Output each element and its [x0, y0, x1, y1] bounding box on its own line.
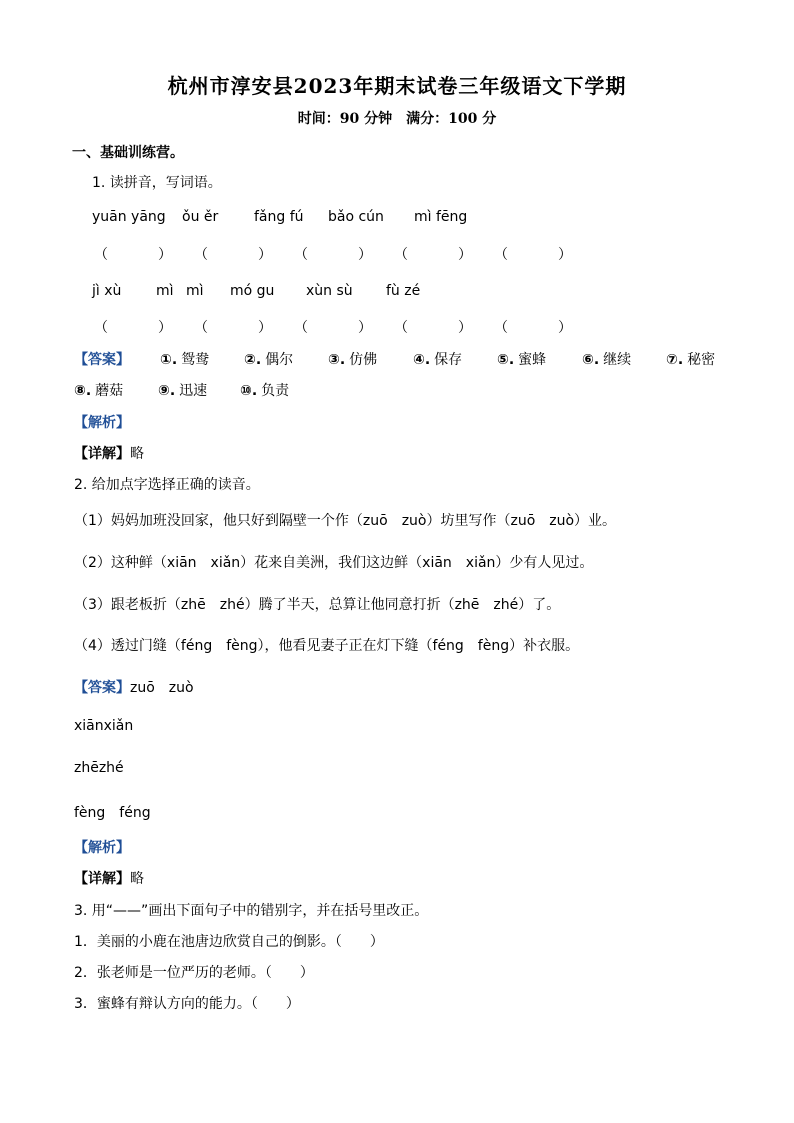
pinyin-10: fù zé: [386, 283, 421, 299]
pinyin-2: ǒu ěr: [182, 209, 219, 225]
answer-blank[interactable]: （ ）: [494, 247, 572, 263]
q2-answer-line: xiānxiǎn: [74, 718, 134, 734]
pinyin-6: jì xù: [92, 283, 122, 299]
q3-item: 2．张老师是一位严历的老师。（ ）: [74, 965, 314, 981]
q3-prompt: 3. 用“——”画出下面句子中的错别字，并在括号里改正。: [74, 903, 429, 919]
answer-blank[interactable]: （ ）: [294, 247, 372, 263]
pinyin-5: mì fēng: [414, 209, 468, 225]
pinyin-9: xùn sù: [306, 283, 353, 299]
analysis-tag: 【解析】: [74, 840, 130, 856]
q2-answer-line: fèng féng: [74, 805, 151, 821]
q3-item: 1．美丽的小鹿在池唐边欣赏自己的倒影。（ ）: [74, 934, 384, 950]
answer-item: ⑥. 继续: [582, 352, 632, 368]
q2-answer: 【答案】zuō zuò: [74, 680, 194, 696]
answer-blank[interactable]: （ ）: [94, 320, 172, 336]
answer-item: ①. 鸳鸯: [160, 352, 210, 368]
pinyin-4: bǎo cún: [328, 209, 384, 225]
pinyin-7a: mì: [156, 283, 174, 299]
answer-item: ⑧. 蘑菇: [74, 383, 124, 399]
answer-item: ⑩. 负责: [240, 383, 290, 399]
answer-blank[interactable]: （ ）: [494, 320, 572, 336]
detail: 【详解】略: [74, 871, 144, 887]
q2-answer-line: zhēzhé: [74, 760, 124, 776]
answer-blank[interactable]: （ ）: [394, 247, 472, 263]
q2-prompt: 2. 给加点字选择正确的读音。: [74, 477, 260, 493]
answer-blank[interactable]: （ ）: [94, 247, 172, 263]
answer-item: ②. 偶尔: [244, 352, 294, 368]
page-title: 杭州市淳安县2023年期末试卷三年级语文下学期: [167, 74, 627, 98]
section-heading: 一、基础训练营。: [72, 145, 184, 161]
answer-tag: 【答案】: [74, 352, 130, 368]
q1-prompt: 1. 读拼音，写词语。: [92, 175, 222, 191]
answer-blank[interactable]: （ ）: [394, 320, 472, 336]
q3-item: 3．蜜蜂有辩认方向的能力。（ ）: [74, 996, 300, 1012]
pinyin-8: mó gu: [230, 283, 275, 299]
exam-info: 时间：90 分钟 满分：100 分: [297, 111, 497, 127]
pinyin-3: fǎng fú: [254, 209, 304, 225]
analysis-tag: 【解析】: [74, 415, 130, 431]
pinyin-7b: mì: [186, 283, 204, 299]
detail: 【详解】略: [74, 446, 144, 462]
answer-blank[interactable]: （ ）: [194, 320, 272, 336]
answer-blank[interactable]: （ ）: [194, 247, 272, 263]
q2-item: （4）透过门缝（féng fèng），他看见妻子正在灯下缝（féng fèng）补衣服。: [74, 638, 580, 654]
q2-item: （3）跟老板折（zhē zhé）腾了半天，总算让他同意打折（zhē zhé）了。: [74, 597, 561, 613]
q2-item: （2）这种鲜（xiān xiǎn）花来自美洲，我们这边鲜（xiān xiǎn）少有人见过。: [74, 555, 594, 571]
answer-item: ⑦. 秘密: [666, 352, 716, 368]
answer-item: ③. 仿佛: [328, 352, 378, 368]
answer-item: ⑨. 迅速: [158, 383, 208, 399]
answer-item: ④. 保存: [413, 352, 463, 368]
answer-item: ⑤. 蜜蜂: [497, 352, 547, 368]
pinyin-1: yuān yāng: [92, 209, 166, 225]
answer-blank[interactable]: （ ）: [294, 320, 372, 336]
q2-item: （1）妈妈加班没回家，他只好到隔壁一个作（zuō zuò）坊里写作（zuō zuò）业。: [74, 513, 617, 529]
